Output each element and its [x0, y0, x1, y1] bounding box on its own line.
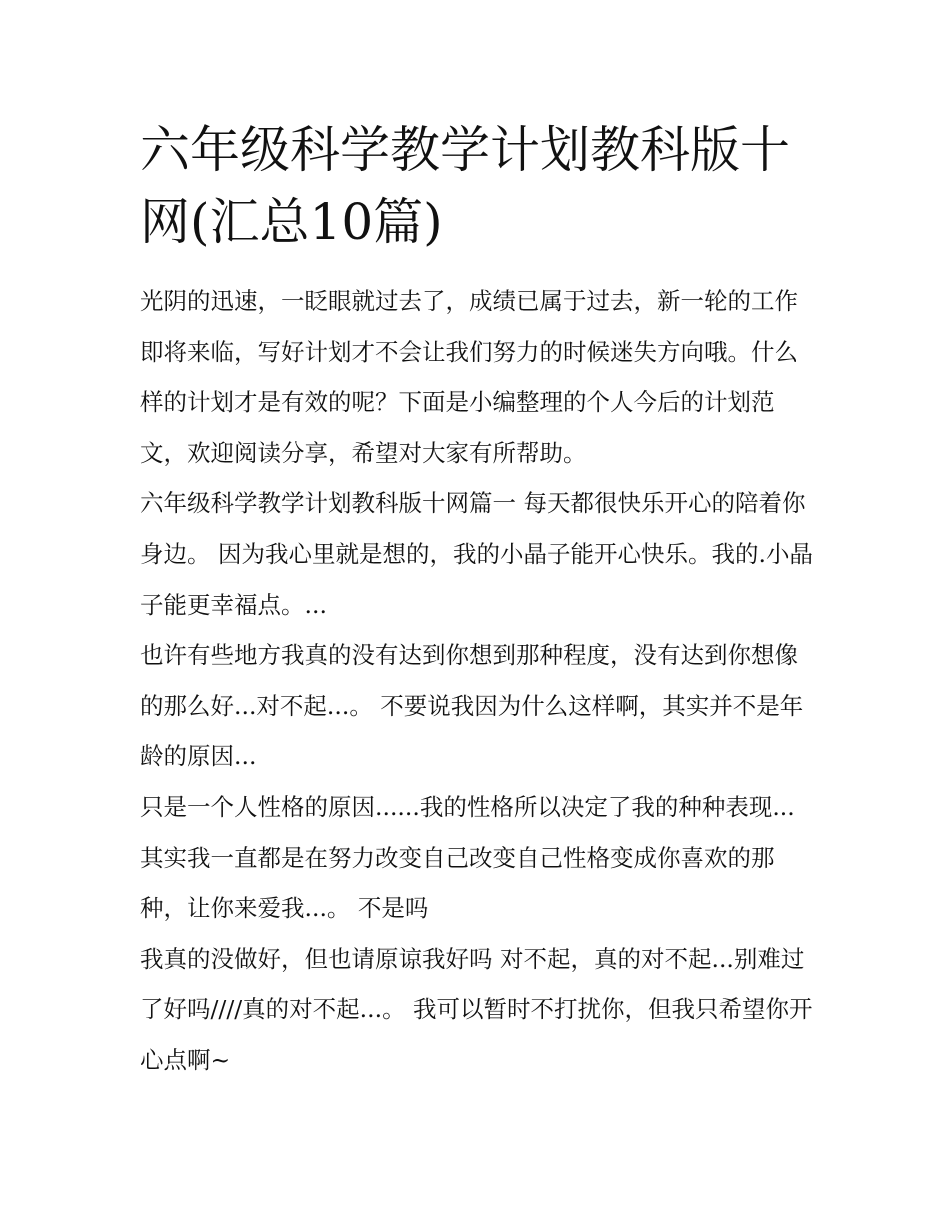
paragraph-intro: 光阴的迅速，一眨眼就过去了，成绩已属于过去，新一轮的工作即将来临，写好计划才不会让我们努力的时候迷失方向哦。什么样的计划才是有效的呢？下面是小编整理的个人今后的计划范文，欢迎阅读分享，希望对大家有所帮助。 — [140, 287, 798, 467]
document-title: 六年级科学教学计划教科版十网(汇总10篇) — [140, 121, 790, 251]
document-body — [140, 276, 816, 1086]
paragraph-3: 只是一个人性格的原因......我的性格所以决定了我的种种表现...其实我一直都是在努力改变自己改变自己性格变成你喜欢的那种，让你来爱我...。 不是吗 — [140, 792, 795, 923]
paragraph-4: 我真的没做好，但也请原谅我好吗 对不起，真的对不起...别难过了好吗////真的对不起...。 我可以暂时不打扰你，但我只希望你开心点啊~ — [140, 944, 813, 1074]
paragraph-2: 也许有些地方我真的没有达到你想到那种程度，没有达到你想像的那么好...对不起...。 不要说我因为什么这样啊，其实并不是年龄的原因... — [140, 641, 804, 771]
paragraph-1: 六年级科学教学计划教科版十网篇一 每天都很快乐开心的陪着你身边。 因为我心里就是想的，我的小晶子能开心快乐。我的.小晶子能更幸福点。... — [140, 489, 813, 619]
